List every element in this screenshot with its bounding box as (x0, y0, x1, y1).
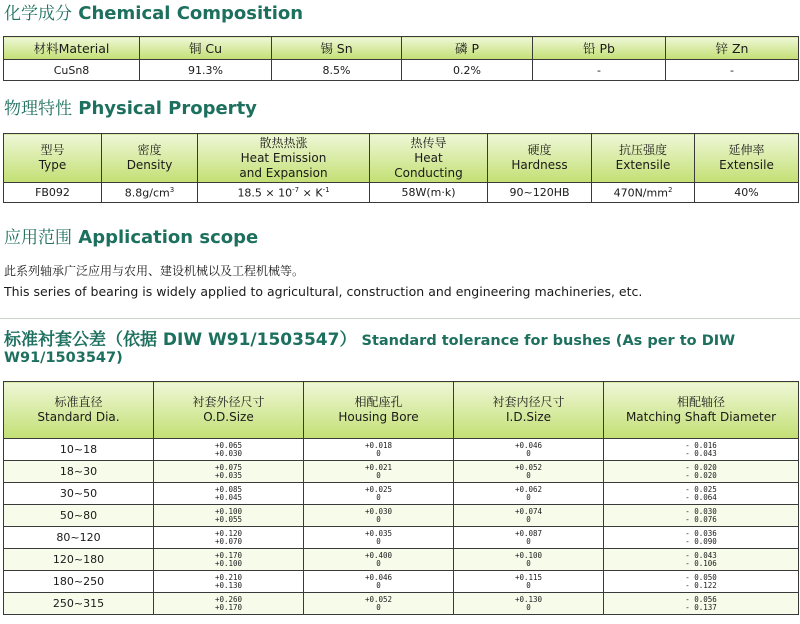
table-row (4, 461, 799, 483)
lower-deviation: - 0.020 (685, 470, 717, 480)
upper-deviation: +0.170 (214, 550, 243, 560)
cell-hardness: 90~120HB (488, 183, 592, 203)
table-row (4, 439, 799, 461)
header-zn: 锌 Zn (666, 37, 799, 60)
cell-shaft-diameter (604, 549, 799, 571)
cell-type: FB092 (4, 183, 102, 203)
lower-deviation: - 0.076 (685, 514, 717, 524)
lower-deviation: 0 (526, 448, 531, 458)
header-hardness (488, 134, 592, 183)
lower-deviation: 0 (526, 492, 531, 502)
cell-conducting: 58W(m·k) (370, 183, 488, 203)
cell-shaft-diameter (604, 461, 799, 483)
upper-deviation: +0.400 (364, 550, 393, 560)
application-title-en: Application scope (78, 227, 259, 248)
table-row (4, 549, 799, 571)
tolerance-title-cn: 标准衬套公差（依据 DIW W91/1503547） (4, 330, 357, 350)
header-standard-dia (4, 382, 154, 439)
upper-deviation: +0.100 (514, 550, 543, 560)
header-heat-conducting-en2: Conducting (394, 165, 463, 180)
upper-deviation: - 0.050 (685, 572, 717, 582)
header-density-cn: 密度 (137, 143, 162, 157)
cell-expansion (198, 183, 370, 203)
upper-deviation: +0.052 (514, 462, 543, 472)
upper-deviation: +0.046 (364, 572, 393, 582)
cell-shaft-diameter (604, 505, 799, 527)
upper-deviation: +0.035 (364, 528, 393, 538)
upper-deviation: - 0.056 (685, 594, 717, 604)
physical-title-en: Physical Property (78, 98, 257, 119)
cell-id-size (454, 461, 604, 483)
lower-deviation: 0 (376, 536, 381, 546)
cell-standard-dia: 30~50 (4, 483, 154, 505)
cell-shaft-diameter (604, 593, 799, 615)
chemical-title-cn: 化学成分 (4, 4, 72, 24)
compressive-value: 470N/mm (613, 186, 668, 200)
header-material: 材料Material (4, 37, 140, 60)
table-row (4, 505, 799, 527)
expansion-sup: -7 (292, 185, 300, 194)
tolerance-title-en: Standard tolerance for bushes (As per to DIW W91/1503547) (4, 333, 736, 366)
header-sn: 锡 Sn (272, 37, 402, 60)
cell-standard-dia: 180~250 (4, 571, 154, 593)
lower-deviation: +0.030 (214, 448, 243, 458)
cell-sn: 8.5% (272, 60, 402, 81)
upper-deviation: - 0.036 (685, 528, 717, 538)
header-heat-expansion-en: Heat Emission (240, 150, 327, 165)
upper-deviation: +0.074 (514, 506, 543, 516)
cell-od-size (154, 461, 304, 483)
lower-deviation: 0 (526, 558, 531, 568)
lower-deviation: +0.100 (214, 558, 243, 568)
cell-id-size (454, 483, 604, 505)
header-heat-expansion-cn: 散热热涨 (259, 135, 308, 150)
tolerance-body (4, 439, 799, 615)
lower-deviation: - 0.064 (685, 492, 717, 502)
cell-zn: - (666, 60, 799, 81)
lower-deviation: +0.170 (214, 602, 243, 612)
header-housing-bore-cn: 相配座孔 (354, 395, 403, 409)
upper-deviation: +0.085 (214, 484, 243, 494)
tolerance-table (3, 381, 799, 615)
header-pb: 铅 Pb (533, 37, 666, 60)
upper-deviation: +0.120 (214, 528, 243, 538)
cell-od-size (154, 439, 304, 461)
cell-od-size (154, 527, 304, 549)
cell-cu: 91.3% (140, 60, 272, 81)
lower-deviation: +0.035 (214, 470, 243, 480)
lower-deviation: +0.130 (214, 580, 243, 590)
lower-deviation: +0.055 (214, 514, 243, 524)
lower-deviation: 0 (376, 514, 381, 524)
upper-deviation: +0.130 (514, 594, 543, 604)
header-standard-dia-en: Standard Dia. (37, 410, 120, 424)
header-elongation-cn: 延伸率 (728, 143, 765, 157)
cell-housing-bore (304, 593, 454, 615)
header-heat-expansion-en2: and Expansion (239, 165, 328, 180)
cell-standard-dia: 50~80 (4, 505, 154, 527)
header-shaft-diameter-cn: 相配轴径 (676, 395, 725, 409)
upper-deviation: - 0.030 (685, 506, 717, 516)
lower-deviation: 0 (376, 448, 381, 458)
upper-deviation: - 0.043 (685, 550, 717, 560)
cell-housing-bore (304, 461, 454, 483)
chemical-header-row (4, 37, 799, 60)
upper-deviation: +0.115 (514, 572, 543, 582)
physical-property-title (4, 99, 257, 119)
header-id-size-en: I.D.Size (505, 410, 552, 424)
lower-deviation: 0 (526, 536, 531, 546)
cell-housing-bore (304, 549, 454, 571)
section-divider (0, 318, 800, 319)
header-housing-bore (304, 382, 454, 439)
cell-id-size (454, 593, 604, 615)
cell-housing-bore (304, 527, 454, 549)
chemical-data-row (4, 60, 799, 81)
header-compressive-en: Extensile (615, 158, 671, 172)
header-housing-bore-en: Housing Bore (338, 410, 419, 424)
upper-deviation: +0.052 (364, 594, 393, 604)
upper-deviation: +0.046 (514, 440, 543, 450)
application-text-cn: 此系列轴承广泛应用与农用、建设机械以及工程机械等。 (4, 264, 305, 278)
expansion-unit-sup: -1 (322, 185, 330, 194)
cell-id-size (454, 527, 604, 549)
upper-deviation: +0.021 (364, 462, 393, 472)
header-type-cn: 型号 (40, 143, 65, 157)
header-hardness-en: Hardness (511, 158, 568, 172)
table-row (4, 483, 799, 505)
cell-od-size (154, 593, 304, 615)
tolerance-header-row (4, 382, 799, 439)
cell-shaft-diameter (604, 571, 799, 593)
chemical-title-en: Chemical Composition (78, 3, 304, 24)
table-row (4, 593, 799, 615)
tolerance-title (4, 332, 798, 367)
header-id-size (454, 382, 604, 439)
header-id-size-cn: 衬套内径尺寸 (492, 395, 565, 409)
lower-deviation: - 0.106 (685, 558, 717, 568)
lower-deviation: 0 (526, 602, 531, 612)
expansion-value: 18.5 × 10 (237, 186, 293, 200)
cell-shaft-diameter (604, 439, 799, 461)
cell-housing-bore (304, 571, 454, 593)
cell-p: 0.2% (402, 60, 533, 81)
header-heat-conducting-cn: 热传导 (410, 135, 447, 150)
header-heat-conducting-en: Heat (414, 150, 443, 165)
header-compressive (592, 134, 695, 183)
cell-id-size (454, 549, 604, 571)
cell-od-size (154, 505, 304, 527)
cell-housing-bore (304, 505, 454, 527)
physical-title-cn: 物理特性 (4, 99, 72, 119)
lower-deviation: +0.045 (214, 492, 243, 502)
lower-deviation: - 0.137 (685, 602, 717, 612)
header-p: 磷 P (402, 37, 533, 60)
cell-od-size (154, 549, 304, 571)
header-shaft-diameter-en: Matching Shaft Diameter (625, 410, 777, 424)
upper-deviation: +0.025 (364, 484, 393, 494)
table-row (4, 571, 799, 593)
compressive-sup: 2 (667, 185, 673, 194)
upper-deviation: +0.075 (214, 462, 243, 472)
physical-data-row (4, 183, 799, 203)
cell-standard-dia: 80~120 (4, 527, 154, 549)
upper-deviation: +0.030 (364, 506, 393, 516)
lower-deviation: 0 (526, 580, 531, 590)
header-od-size-en: O.D.Size (203, 410, 254, 424)
application-text-en: This series of bearing is widely applied to agricultural, construction and engineering machineries, etc. (4, 284, 643, 299)
cell-standard-dia: 18~30 (4, 461, 154, 483)
table-row (4, 527, 799, 549)
cell-od-size (154, 483, 304, 505)
header-elongation (695, 134, 799, 183)
cell-id-size (454, 439, 604, 461)
header-density-en: Density (126, 158, 173, 172)
header-od-size (154, 382, 304, 439)
physical-property-table (3, 133, 799, 203)
lower-deviation: +0.070 (214, 536, 243, 546)
upper-deviation: +0.210 (214, 572, 243, 582)
density-sup: 3 (169, 185, 175, 194)
cell-pb: - (533, 60, 666, 81)
lower-deviation: - 0.043 (685, 448, 717, 458)
density-value: 8.8g/cm (124, 186, 170, 200)
upper-deviation: - 0.016 (685, 440, 717, 450)
upper-deviation: +0.065 (214, 440, 243, 450)
upper-deviation: +0.062 (514, 484, 543, 494)
header-standard-dia-cn: 标准直径 (54, 395, 103, 409)
cell-standard-dia: 10~18 (4, 439, 154, 461)
header-type-en: Type (38, 158, 67, 172)
expansion-unit: × K (299, 186, 323, 200)
header-cu: 铜 Cu (140, 37, 272, 60)
upper-deviation: - 0.020 (685, 462, 717, 472)
header-compressive-cn: 抗压强度 (618, 143, 667, 157)
upper-deviation: - 0.025 (685, 484, 717, 494)
cell-material: CuSn8 (4, 60, 140, 81)
cell-shaft-diameter (604, 527, 799, 549)
cell-standard-dia: 250~315 (4, 593, 154, 615)
cell-density (102, 183, 198, 203)
chemical-composition-title (4, 4, 303, 24)
header-shaft-diameter (604, 382, 799, 439)
upper-deviation: +0.087 (514, 528, 543, 538)
cell-shaft-diameter (604, 483, 799, 505)
cell-housing-bore (304, 439, 454, 461)
lower-deviation: 0 (376, 602, 381, 612)
lower-deviation: 0 (376, 580, 381, 590)
lower-deviation: 0 (526, 514, 531, 524)
header-heat-conducting (370, 134, 488, 183)
lower-deviation: - 0.090 (685, 536, 717, 546)
application-title-cn: 应用范围 (4, 228, 72, 248)
application-scope-title (4, 228, 258, 248)
lower-deviation: 0 (376, 492, 381, 502)
header-heat-expansion (198, 134, 370, 183)
header-density (102, 134, 198, 183)
lower-deviation: 0 (376, 470, 381, 480)
upper-deviation: +0.018 (364, 440, 393, 450)
cell-od-size (154, 571, 304, 593)
header-hardness-cn: 硬度 (527, 143, 552, 157)
cell-compressive (592, 183, 695, 203)
chemical-composition-table (3, 36, 799, 81)
upper-deviation: +0.260 (214, 594, 243, 604)
cell-id-size (454, 571, 604, 593)
cell-elongation: 40% (695, 183, 799, 203)
upper-deviation: +0.100 (214, 506, 243, 516)
header-elongation-en: Extensile (719, 158, 774, 172)
physical-header-row (4, 134, 799, 183)
cell-housing-bore (304, 483, 454, 505)
lower-deviation: 0 (526, 470, 531, 480)
lower-deviation: 0 (376, 558, 381, 568)
cell-standard-dia: 120~180 (4, 549, 154, 571)
header-type (4, 134, 102, 183)
cell-id-size (454, 505, 604, 527)
header-od-size-cn: 衬套外径尺寸 (192, 395, 265, 409)
lower-deviation: - 0.122 (685, 580, 717, 590)
